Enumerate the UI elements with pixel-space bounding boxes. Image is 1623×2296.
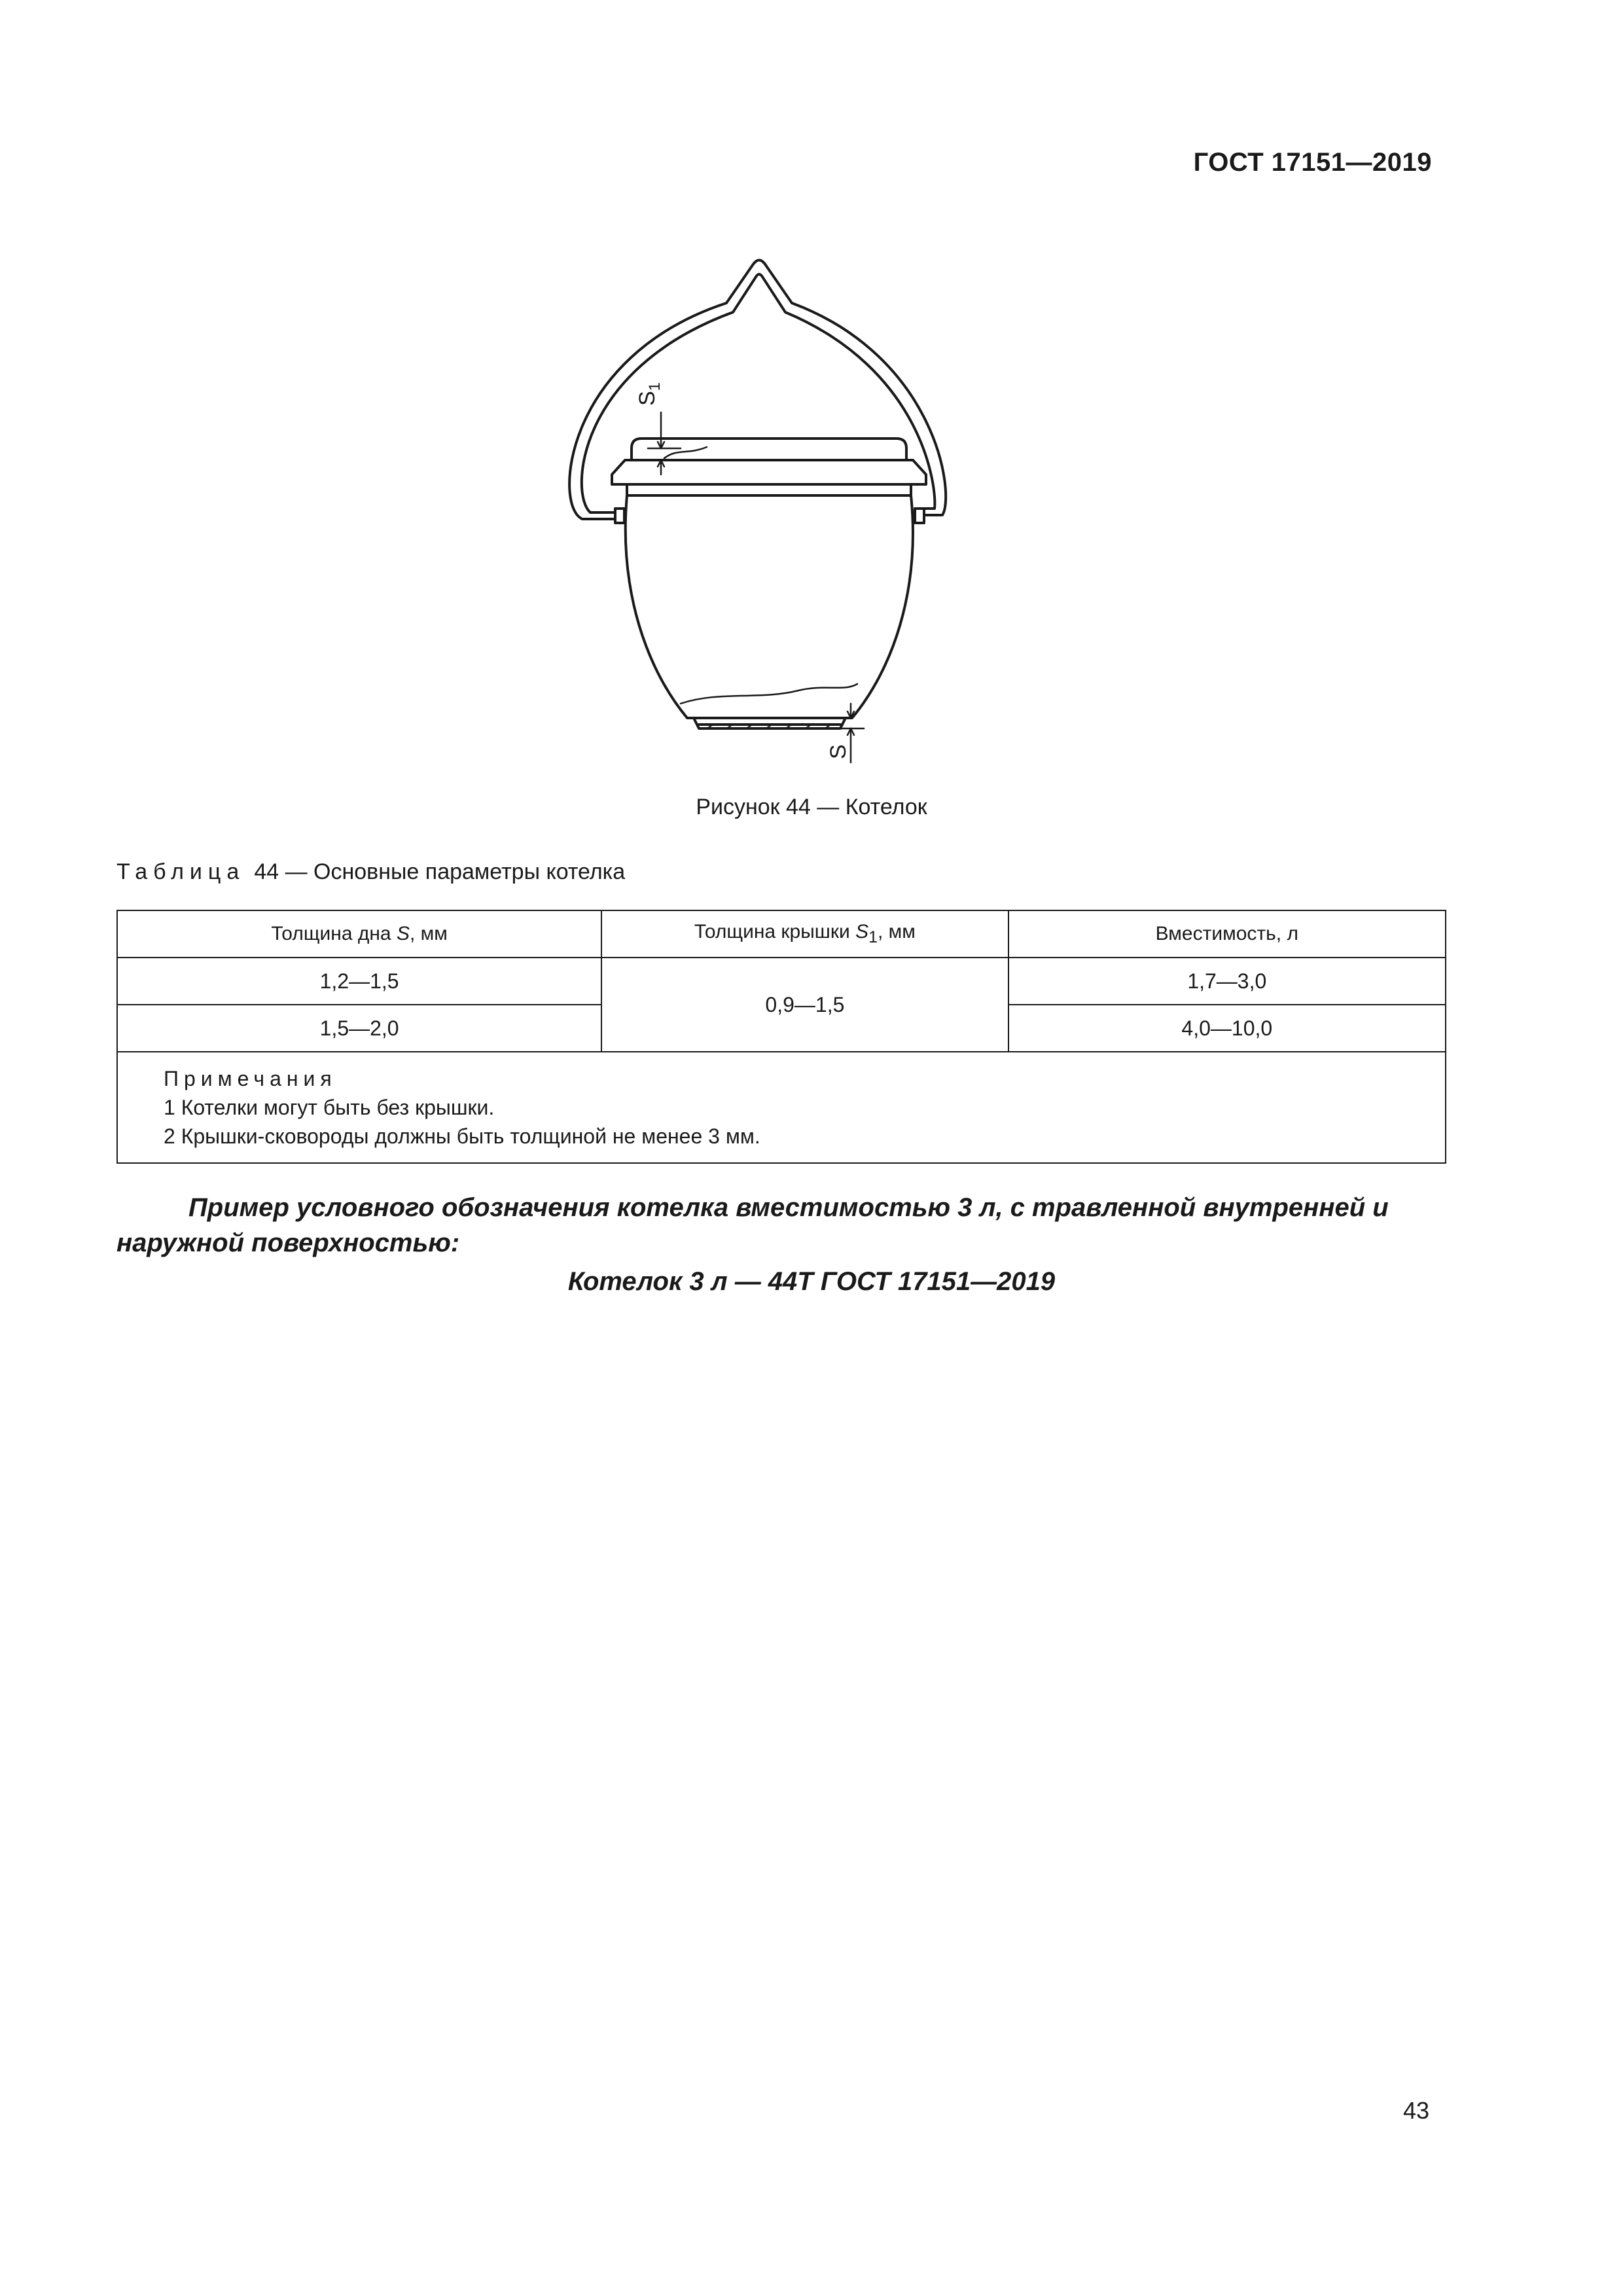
note-item: 2 Крышки-сковороды должны быть толщиной не менее 3 мм. <box>164 1124 760 1148</box>
table-label: Таблица <box>116 859 245 884</box>
right-ear <box>915 509 924 523</box>
designation: Котелок 3 л — 44Т ГОСТ 17151—2019 <box>567 1267 1056 1296</box>
cell-lid: 0,9—1,5 <box>601 958 1008 1052</box>
table-notes-row <box>117 1052 1446 1163</box>
pot-drawing <box>550 252 969 769</box>
table-caption: 44 — Основные параметры котелка <box>254 859 626 884</box>
label-s1: $S_1$ <box>635 382 664 406</box>
header-lid-thickness: Толщина крышки $S_1$, мм <box>601 910 1008 958</box>
designation-example: Пример условного обозначения котелка вместимостью 3 л, с травленной внутренней и наружной поверхностью: <box>116 1193 1389 1257</box>
page-number: 43 <box>1402 2097 1429 2124</box>
cell-capacity: 4,0—10,0 <box>1008 1005 1446 1052</box>
table-header-row <box>117 910 1446 958</box>
pot-body <box>626 495 913 718</box>
figure-caption: Рисунок 44 — Котелок <box>696 795 927 819</box>
document-code: ГОСТ 17151—2019 <box>1193 148 1432 177</box>
header-bottom-thickness: Толщина дна S, мм <box>117 910 601 958</box>
cell-bottom: 1,5—2,0 <box>117 1005 601 1052</box>
cell-capacity: 1,7—3,0 <box>1008 958 1446 1005</box>
table-title <box>116 859 625 885</box>
left-ear <box>615 509 624 523</box>
notes-title: Примечания <box>164 1067 337 1090</box>
header-capacity: Вместимость, л <box>1008 910 1446 958</box>
parameters-table <box>116 910 1446 1164</box>
cell-bottom: 1,2—1,5 <box>117 958 601 1005</box>
lid-top <box>632 439 906 460</box>
note-item: 1 Котелки могут быть без крышки. <box>164 1096 495 1119</box>
label-s: S <box>826 744 851 759</box>
table-row <box>117 958 1446 1005</box>
table-notes <box>117 1052 1446 1163</box>
pot-figure <box>550 252 969 769</box>
